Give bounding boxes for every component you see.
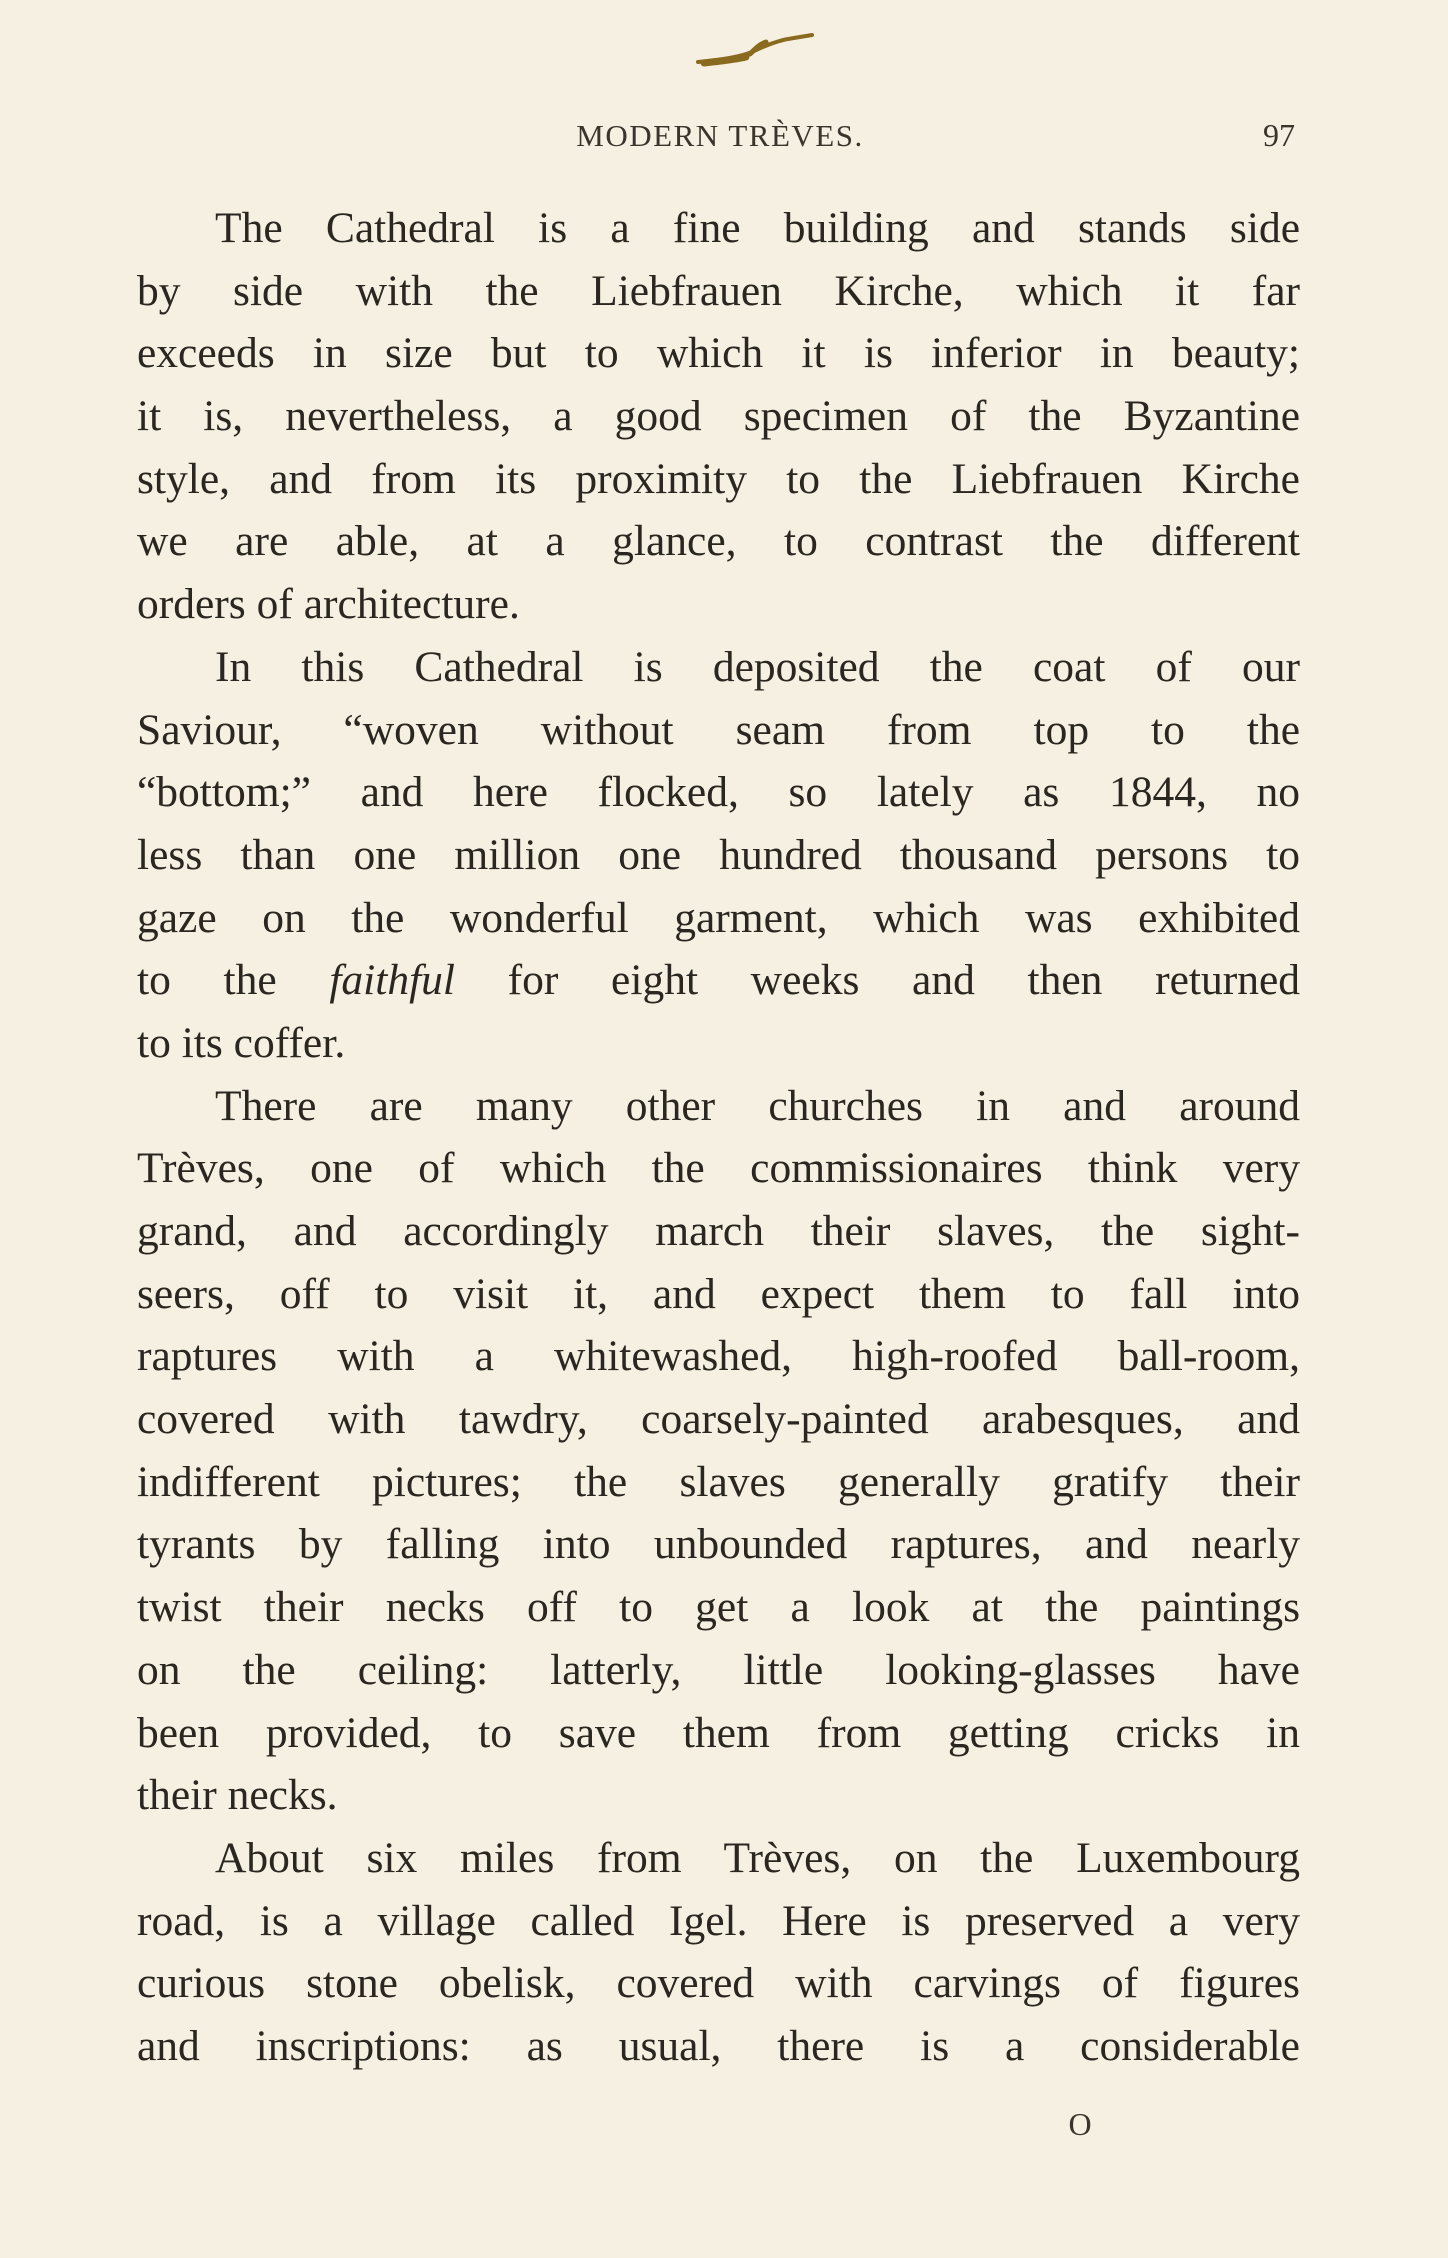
text-line: About six miles from Trèves, on the Luxembourg [215, 1833, 1300, 1882]
page-number: 97 [1263, 117, 1295, 153]
text-line: gaze on the wonderful garment, which was exhibited [137, 893, 1300, 942]
body-text [137, 197, 1300, 2078]
ink-flourish-icon [690, 30, 820, 72]
text-line-with-italic [137, 949, 1300, 1012]
text-line: road, is a village called Igel. Here is preserved a very [137, 1896, 1300, 1945]
paragraph-holy-coat [137, 636, 1300, 1075]
text-line: exceeds in size but to which it is inferior in beauty; [137, 329, 1300, 378]
text-line: and inscriptions: as usual, there is a considerable [137, 2021, 1300, 2070]
text-line: orders of architecture. [137, 580, 520, 629]
text-line: twist their necks off to get a look at the paintings [137, 1583, 1300, 1632]
paragraph-igel [137, 1827, 1300, 2078]
text-line: In this Cathedral is deposited the coat of our [215, 642, 1300, 691]
text-line: their necks. [137, 1771, 338, 1820]
text-line: covered with tawdry, coarsely-painted arabesques, and [137, 1395, 1300, 1444]
text-line: indifferent pictures; the slaves generally gratify their [137, 1457, 1300, 1506]
text-line: grand, and accordingly march their slaves, the sight- [137, 1207, 1300, 1255]
text-line: The Cathedral is a fine building and stands side [215, 204, 1300, 252]
text-line: tyrants by falling into unbounded raptures, and nearly [137, 1520, 1300, 1569]
text-line: “bottom;” and here flocked, so lately as 1844, no [137, 768, 1300, 817]
text-line: less than one million one hundred thousand persons to [137, 830, 1300, 879]
text-line: Saviour, “woven without seam from top to the [137, 705, 1300, 754]
signature-mark: O [1068, 2106, 1092, 2142]
text-line: There are many other churches in and around [215, 1081, 1300, 1130]
paragraph-other-churches [137, 1075, 1300, 1827]
text-line: on the ceiling: latterly, little looking-glasses have [137, 1645, 1300, 1694]
text-segment: for eight weeks and then returned [455, 956, 1301, 1005]
text-line: Trèves, one of which the commissionaires think very [137, 1144, 1300, 1193]
text-line: by side with the Liebfrauen Kirche, which it far [137, 266, 1300, 315]
text-line: been provided, to save them from getting cricks in [137, 1708, 1300, 1757]
text-line: raptures with a whitewashed, high-roofed ball-room, [137, 1332, 1300, 1381]
running-title: MODERN TRÈVES. [576, 118, 864, 153]
text-segment: to the [137, 956, 330, 1005]
text-line: to its coffer. [137, 1018, 346, 1067]
text-line: seers, off to visit it, and expect them to fall into [137, 1269, 1300, 1318]
italic-word: faithful [329, 956, 455, 1005]
text-line: we are able, at a glance, to contrast the different [137, 517, 1300, 566]
text-line: it is, nevertheless, a good specimen of the Byzantine [137, 392, 1300, 441]
text-line: curious stone obelisk, covered with carvings of figures [137, 1959, 1300, 2008]
paragraph-cathedral [137, 197, 1300, 636]
text-line: style, and from its proximity to the Liebfrauen Kirche [137, 454, 1300, 503]
